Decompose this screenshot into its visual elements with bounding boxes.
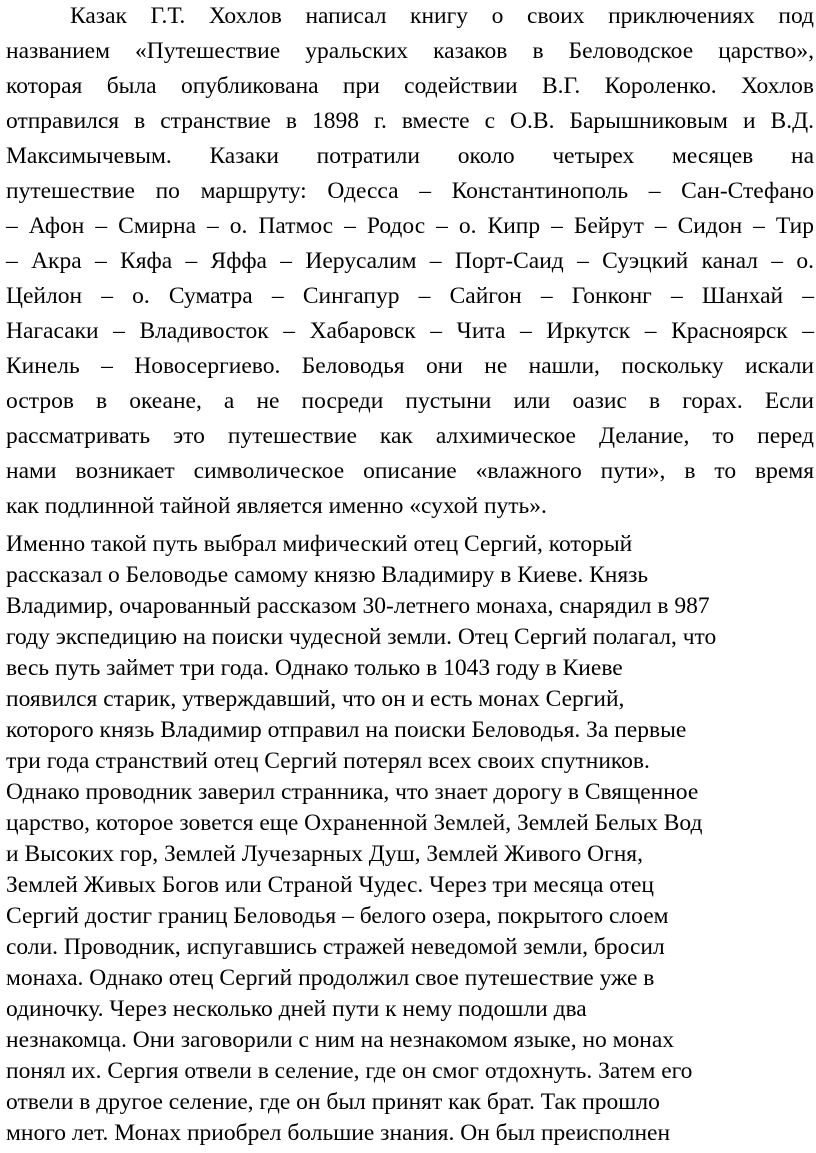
text-line: Казак Г.Т. Хохлов написал книгу о своих приключениях под (70, 3, 814, 29)
text-line: – Акра – Кяфа – Яффа – Иерусалим – Порт-Саид – Суэцкий канал – о. (6, 248, 814, 274)
text-line: Сергий достиг границ Беловодья – белого озера, покрытого слоем (6, 903, 669, 929)
text-line: – Афон – Смирна – о. Патмос – Родос – о. Кипр – Бейрут – Сидон – Тир (6, 213, 814, 239)
text-line: как подлинной тайной является именно «сухой путь». (6, 493, 547, 519)
text-line: Однако проводник заверил странника, что знает дорогу в Священное (6, 779, 699, 805)
text-line: весь путь займет три года. Однако только в 1043 году в Киеве (6, 655, 623, 681)
text-line: соли. Проводник, испугавшись стражей неведомой земли, бросил (6, 934, 665, 960)
text-line: остров в океане, а не посреди пустыни или оазис в горах. Если (6, 388, 814, 414)
text-line: названием «Путешествие уральских казаков в Беловодское царство», (6, 38, 814, 64)
text-line: три года странствий отец Сергий потерял всех своих спутников. (6, 748, 650, 774)
text-line: нами возникает символическое описание «влажного пути», в то время (6, 458, 814, 484)
text-line: незнакомца. Они заговорили с ним на незнакомом языке, но монах (6, 1027, 675, 1053)
text-line: одиночку. Через несколько дней пути к нему подошли два (6, 996, 587, 1022)
text-line: Нагасаки – Владивосток – Хабаровск – Чита – Иркутск – Красноярск – (6, 318, 814, 344)
text-line: появился старик, утверждавший, что он и есть монах Сергий, (6, 686, 625, 712)
text-line: Максимычевым. Казаки потратили около четырех месяцев на (6, 143, 814, 169)
text-line: Цейлон – о. Суматра – Сингапур – Сайгон – Гонконг – Шанхай – (6, 283, 814, 309)
text-line: путешествие по маршруту: Одесса – Константинополь – Сан-Стефано (6, 178, 814, 204)
text-line: Владимир, очарованный рассказом 30-летнего монаха, снарядил в 987 (6, 593, 710, 619)
text-line: много лет. Монах приобрел большие знания. Он был преисполнен (6, 1120, 671, 1146)
text-line: монаха. Однако отец Сергий продолжил свое путешествие уже в (6, 965, 655, 991)
text-line: году экспедицию на поиски чудесной земли. Отец Сергий полагал, что (6, 624, 717, 650)
text-line: Кинель – Новосергиево. Беловодья они не нашли, поскольку искали (6, 353, 814, 379)
text-line: отвели в другое селение, где он был принят как брат. Так прошло (6, 1089, 660, 1115)
text-line: отправился в странствие в 1898 г. вместе с О.В. Барышниковым и В.Д. (6, 108, 814, 134)
text-line: царство, которое зовется еще Охраненной Землей, Землей Белых Вод (6, 810, 703, 836)
text-line: рассказал о Беловодье самому князю Владимиру в Киеве. Князь (6, 562, 649, 588)
text-line: которая была опубликована при содействии В.Г. Короленко. Хохлов (6, 73, 814, 99)
text-line: Именно такой путь выбрал мифический отец Сергий, который (6, 531, 633, 557)
text-line: Землей Живых Богов или Страной Чудес. Через три месяца отец (6, 872, 654, 898)
text-line: рассматривать это путешествие как алхимическое Делание, то перед (6, 423, 814, 449)
text-line: и Высоких гор, Землей Лучезарных Душ, Землей Живого Огня, (6, 841, 643, 867)
text-line: понял их. Сергия отвели в селение, где он смог отдохнуть. Затем его (6, 1058, 693, 1084)
text-line: которого князь Владимир отправил на поиски Беловодья. За первые (6, 717, 687, 743)
